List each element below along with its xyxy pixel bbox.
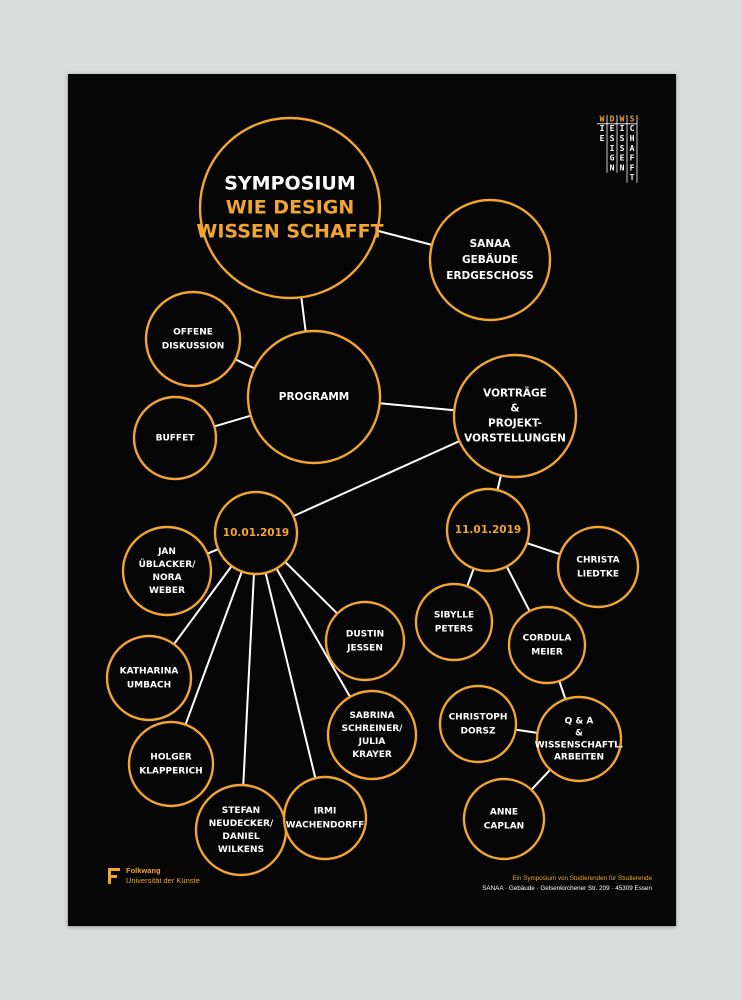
grid-letter-1-3: I xyxy=(609,143,615,153)
node-label-vortraege-3: VORSTELLUNGEN xyxy=(464,432,566,445)
grid-letter-2-5: N xyxy=(619,163,625,173)
grid-letter-2-4: E xyxy=(619,153,625,163)
node-circle-christoph xyxy=(440,686,516,762)
node-label-symposium-0: SYMPOSIUM xyxy=(224,172,356,195)
grid-letter-3-4: F xyxy=(629,153,635,163)
edge-date2-cordula xyxy=(507,566,530,611)
node-label-symposium-1: WIE DESIGN xyxy=(225,196,355,219)
node-circle-anne xyxy=(464,779,544,859)
node-label-stefan-0: STEFAN xyxy=(221,806,261,816)
node-circle-jan xyxy=(123,527,211,615)
node-label-qa-3: ARBEITEN xyxy=(553,752,605,763)
edge-qa-anne xyxy=(531,770,550,790)
symposium-diagram xyxy=(68,74,676,926)
footer-tagline: Ein Symposium von Studierenden für Studierende xyxy=(512,875,652,882)
node-label-jan-0: JAN xyxy=(158,547,176,557)
node-label-christa-0: CHRISTA xyxy=(576,555,620,566)
grid-letter-1-2: S xyxy=(609,134,615,143)
grid-letter-1-4: G xyxy=(609,153,615,163)
wdws-grid-logo xyxy=(597,114,637,182)
node-label-irmi-0: IRMI xyxy=(313,806,337,817)
node-label-cordula-0: CORDULA xyxy=(522,633,572,644)
grid-letter-1-0: D xyxy=(609,114,615,124)
logo-subtitle: Universität der Künste xyxy=(126,876,200,885)
grid-letter-1-5: N xyxy=(609,163,615,173)
grid-letter-0-0: W xyxy=(599,114,605,124)
node-label-dustin-0: DUSTIN xyxy=(345,629,385,640)
node-label-vortraege-0: VORTRÄGE xyxy=(483,387,547,400)
grid-letter-3-3: A xyxy=(629,143,635,153)
node-circle-holger xyxy=(129,722,213,806)
node-label-symposium-2: WISSEN SCHAFFT xyxy=(196,220,384,243)
node-label-qa-1: & xyxy=(575,728,583,739)
edge-date1-stefan xyxy=(243,574,254,785)
edge-date1-irmi xyxy=(266,573,316,778)
node-label-sabrina-3: KRAYER xyxy=(352,750,392,760)
node-label-irmi-1: WACHENDORFF xyxy=(285,820,365,831)
footer xyxy=(392,874,652,894)
node-label-jan-3: WEBER xyxy=(148,586,186,596)
edge-symposium-programm xyxy=(301,297,305,331)
edge-programm-vortraege xyxy=(380,403,455,410)
node-label-sabrina-2: JULIA xyxy=(358,737,386,747)
node-label-offene-0: OFFENE xyxy=(173,327,213,338)
node-label-katharina-0: KATHARINA xyxy=(119,666,179,677)
logo-name: Folkwang xyxy=(126,866,161,875)
node-circle-christa xyxy=(558,527,638,607)
grid-letter-1-1: E xyxy=(609,124,615,134)
grid-letter-2-3: S xyxy=(619,143,625,153)
node-circle-sibylle xyxy=(416,584,492,660)
node-label-sanaa-1: GEBÄUDE xyxy=(461,254,519,266)
node-label-vortraege-1: & xyxy=(510,402,520,415)
edge-programm-buffet xyxy=(214,416,250,427)
node-label-cordula-1: MEIER xyxy=(531,647,563,658)
edge-date2-sibylle xyxy=(467,568,474,586)
node-label-holger-0: HOLGER xyxy=(150,752,192,763)
node-label-jan-1: ÜBLACKER/ xyxy=(138,560,196,570)
node-label-sabrina-0: SABRINA xyxy=(349,711,395,721)
node-circle-qa xyxy=(537,697,621,781)
poster xyxy=(68,74,676,926)
grid-letter-2-2: S xyxy=(619,134,625,143)
edge-date1-jan xyxy=(207,549,218,554)
edge-vortraege-date2 xyxy=(497,475,500,490)
node-label-stefan-2: DANIEL xyxy=(222,832,260,842)
node-label-christa-1: LIEDTKE xyxy=(577,569,619,580)
node-label-buffet-0: BUFFET xyxy=(155,433,195,444)
grid-letter-2-1: I xyxy=(619,124,625,134)
node-label-christoph-0: CHRISTOPH xyxy=(448,712,508,723)
node-label-sabrina-1: SCHREINER/ xyxy=(341,724,403,734)
grid-letter-3-0: S xyxy=(629,114,635,124)
node-label-anne-0: ANNE xyxy=(489,807,519,818)
node-label-christoph-1: DORSZ xyxy=(460,726,496,737)
node-label-holger-1: KLAPPERICH xyxy=(139,766,203,777)
edge-date1-dustin xyxy=(285,562,337,614)
node-circle-irmi xyxy=(284,777,366,859)
folkwang-f-mark-icon xyxy=(108,868,120,884)
node-label-qa-0: Q & A xyxy=(564,716,594,727)
node-label-sibylle-0: SIBYLLE xyxy=(433,610,475,621)
node-label-date1-0: 10.01.2019 xyxy=(222,527,290,539)
node-label-sanaa-2: ERDGESCHOSS xyxy=(446,270,534,282)
node-circle-cordula xyxy=(509,607,585,683)
node-label-date2-0: 11.01.2019 xyxy=(454,524,522,536)
node-circle-dustin xyxy=(326,602,404,680)
grid-letter-3-5: F xyxy=(629,163,635,173)
edge-cordula-qa xyxy=(559,681,565,699)
edge-date2-christa xyxy=(527,543,560,554)
grid-letter-3-6: T xyxy=(629,173,635,183)
node-label-sibylle-1: PETERS xyxy=(434,624,474,635)
grid-letter-0-2: E xyxy=(599,134,605,143)
folkwang-logo xyxy=(108,866,238,896)
node-label-vortraege-2: PROJEKT- xyxy=(488,417,542,430)
edge-christoph-qa xyxy=(516,730,538,733)
node-circle-sabrina xyxy=(328,691,416,779)
node-circle-offene xyxy=(146,292,240,386)
node-label-dustin-1: JESSEN xyxy=(347,643,383,654)
node-label-programm-0: PROGRAMM xyxy=(278,391,350,403)
grid-letter-3-1: C xyxy=(629,124,635,134)
node-circle-katharina xyxy=(107,636,191,720)
node-circle-vortraege xyxy=(454,355,576,477)
grid-letter-2-0: W xyxy=(619,114,625,124)
node-label-stefan-1: NEUDECKER/ xyxy=(208,819,274,829)
node-label-offene-1: DISKUSSION xyxy=(161,341,225,352)
node-label-anne-1: CAPLAN xyxy=(483,821,525,832)
node-label-sanaa-0: SANAA xyxy=(469,238,511,250)
node-label-katharina-1: UMBACH xyxy=(126,680,172,691)
grid-letter-0-1: I xyxy=(599,124,605,134)
node-label-jan-2: NORA xyxy=(152,573,182,583)
node-circle-stefan xyxy=(196,785,286,875)
node-label-qa-2: WISSENSCHAFTL. xyxy=(534,740,624,751)
footer-address: SANAA · Gebäude · Gelsenkirchener Str. 209 · 45309 Essen xyxy=(482,885,652,892)
node-label-stefan-3: WILKENS xyxy=(217,845,265,855)
grid-letter-3-2: H xyxy=(629,134,635,143)
edge-symposium-sanaa xyxy=(377,231,432,245)
edge-programm-offene xyxy=(235,359,254,368)
